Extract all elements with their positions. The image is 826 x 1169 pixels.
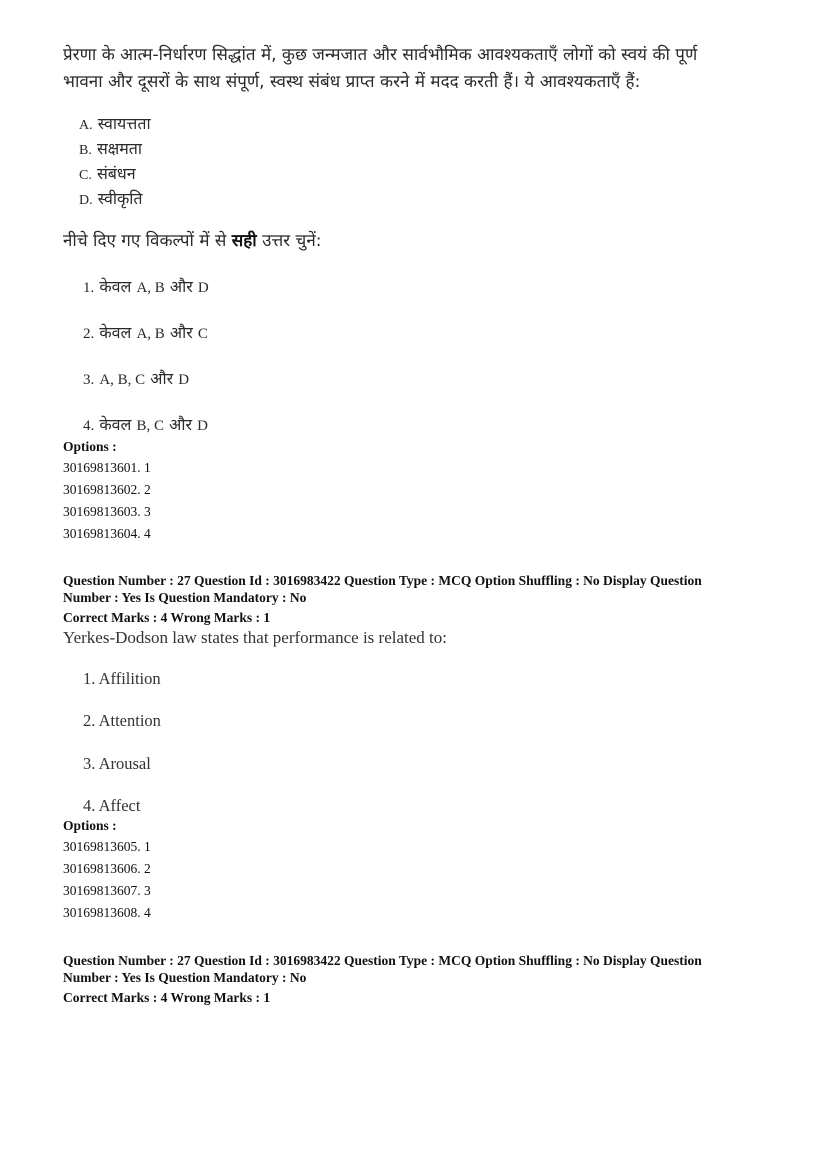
q2-header-line2: Number : Yes Is Question Mandatory : No	[63, 590, 307, 605]
q1-choice-3: 3. A, B, C और D	[83, 369, 190, 388]
q3-header-line1: Question Number : 27 Question Id : 3016983422 Question Type : MCQ Option Shuffling : No Display Question	[63, 953, 702, 968]
q2-choice-3: 3. Arousal	[83, 754, 151, 773]
q1-choice-2: 2. केवल A, B और C	[83, 323, 208, 342]
q2-option-code-2: 30169813606. 2	[63, 861, 151, 876]
q1-choice-1: 1. केवल A, B और D	[83, 277, 209, 296]
q2-choice-2: 2. Attention	[83, 711, 161, 730]
q1-statement-b: B. सक्षमता	[79, 139, 143, 158]
q3-marks: Correct Marks : 4 Wrong Marks : 1	[63, 990, 271, 1005]
q2-option-code-4: 30169813608. 4	[63, 905, 151, 920]
q1-instruction: नीचे दिए गए विकल्पों में से सही उत्तर चुनें:	[63, 231, 322, 251]
q1-option-code-1: 30169813601. 1	[63, 460, 151, 475]
q2-stem: Yerkes-Dodson law states that performance is related to:	[63, 628, 447, 647]
q1-option-code-3: 30169813603. 3	[63, 504, 151, 519]
q2-marks: Correct Marks : 4 Wrong Marks : 1	[63, 610, 271, 625]
q3-header-line2: Number : Yes Is Question Mandatory : No	[63, 970, 307, 985]
q1-statement-c: C. संबंधन	[79, 164, 136, 183]
q1-stem	[63, 42, 697, 96]
q2-header-line1: Question Number : 27 Question Id : 3016983422 Question Type : MCQ Option Shuffling : No Display Question	[63, 573, 702, 588]
q2-choice-4: 4. Affect	[83, 796, 141, 815]
q1-stem-line1: प्रेरणा के आत्म-निर्धारण सिद्धांत में, कुछ जन्मजात और सार्वभौमिक आवश्यकताएँ लोगों को स्वयं की पूर्ण	[63, 45, 698, 65]
q2-option-code-3: 30169813607. 3	[63, 883, 151, 898]
q2-option-code-1: 30169813605. 1	[63, 839, 151, 854]
q1-stem-line2: भावना और दूसरों के साथ संपूर्ण, स्वस्थ संबंध प्राप्त करने में मदद करती हैं। ये आवश्यकताएँ हैं:	[63, 72, 641, 92]
q1-choice-4: 4. केवल B, C और D	[83, 415, 208, 434]
q1-options-label: Options :	[63, 439, 117, 454]
q2-choice-1: 1. Affilition	[83, 669, 161, 688]
q1-statement-d: D. स्वीकृति	[79, 189, 143, 208]
q1-option-code-2: 30169813602. 2	[63, 482, 151, 497]
q1-option-code-4: 30169813604. 4	[63, 526, 151, 541]
q1-statement-a: A. स्वायत्तता	[79, 114, 151, 133]
q2-options-label: Options :	[63, 818, 117, 833]
q1-instruction-emphasis: सही	[231, 231, 257, 251]
